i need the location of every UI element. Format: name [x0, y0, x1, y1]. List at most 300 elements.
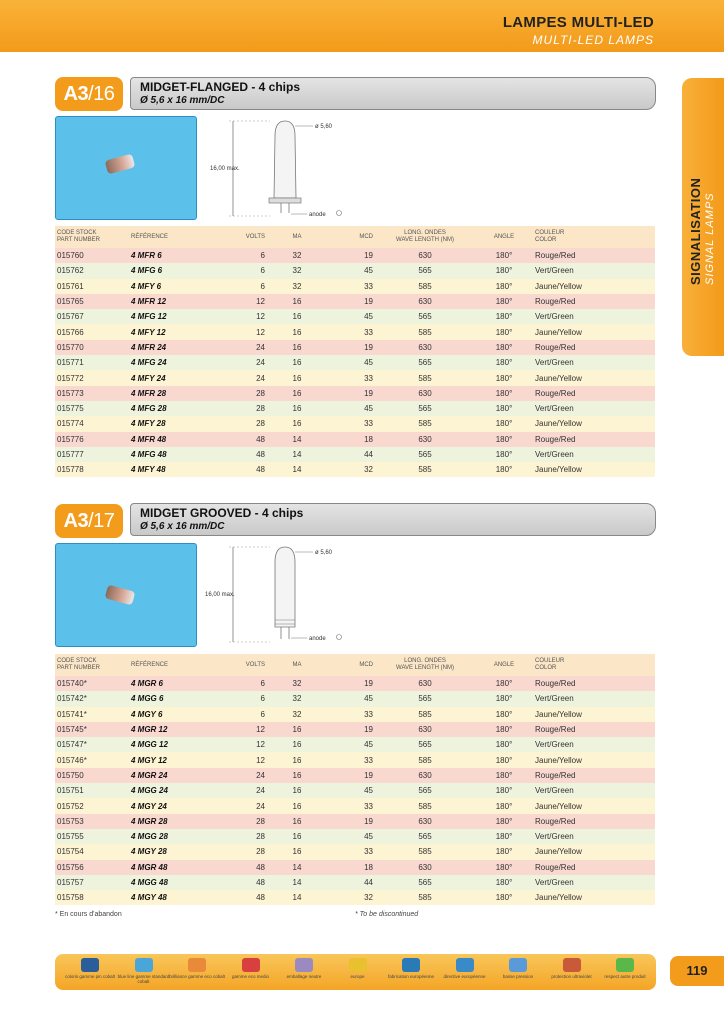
cell-ref: 4 MFG 24: [131, 358, 167, 368]
legend-icon: [81, 958, 99, 972]
cell-ref: 4 MGR 28: [131, 816, 168, 826]
cell-volts: 28: [256, 404, 265, 414]
table-row: [55, 263, 655, 278]
cell-angle: 180°: [495, 388, 513, 398]
cell-color: Jaune/Yellow: [535, 709, 582, 719]
cell-volts: 6: [260, 251, 265, 261]
cell-wavelength: 630: [418, 862, 432, 872]
cell-angle: 180°: [495, 327, 513, 337]
cell-wavelength: 565: [418, 878, 432, 887]
cell-code: 015761: [57, 281, 84, 291]
cell-mcd: 45: [364, 358, 373, 368]
cell-color: Rouge/Red: [535, 725, 576, 735]
col-header-code: CODE STOCK PART NUMBER: [57, 230, 101, 243]
cell-wavelength: 565: [418, 740, 432, 750]
cell-color: Jaune/Yellow: [535, 419, 582, 429]
legend-icon: [242, 958, 260, 972]
cell-wavelength: 565: [418, 832, 432, 842]
cell-mcd: 33: [364, 709, 373, 719]
cell-ma: 32: [292, 694, 302, 704]
cell-mcd: 18: [364, 434, 373, 444]
cell-ma: 16: [292, 312, 302, 322]
legend-label: blue line gamme standard cobalt: [117, 974, 170, 984]
product-table: [55, 654, 655, 905]
cell-wavelength: 630: [418, 251, 432, 261]
cell-wavelength: 585: [418, 893, 432, 903]
table-row: [55, 707, 655, 722]
cell-mcd: 19: [364, 251, 373, 261]
cell-color: Vert/Green: [535, 740, 574, 750]
cell-code: 015766: [57, 327, 84, 337]
table-row: [55, 386, 655, 401]
table-row: [55, 814, 655, 829]
cell-color: Rouge/Red: [535, 297, 576, 307]
cell-mcd: 45: [364, 786, 373, 796]
cell-ref: 4 MFY 6: [131, 281, 162, 291]
cell-wavelength: 585: [418, 755, 432, 765]
footnote-fr: * En cours d'abandon: [55, 911, 122, 918]
cell-ma: 14: [292, 434, 302, 444]
cell-color: Jaune/Yellow: [535, 281, 582, 291]
cell-ma: 32: [292, 251, 302, 261]
cell-mcd: 19: [364, 679, 373, 689]
cell-mcd: 45: [364, 832, 373, 842]
cell-ref: 4 MFG 12: [131, 312, 167, 322]
cell-color: Vert/Green: [535, 878, 574, 887]
cell-color: Vert/Green: [535, 266, 574, 276]
cell-volts: 12: [256, 740, 265, 750]
table-row: [55, 875, 655, 890]
cell-ref: 4 MGY 6: [131, 709, 163, 719]
cell-mcd: 33: [364, 373, 373, 383]
section-code-badge: A3/16: [55, 77, 123, 111]
legend-icon: [456, 958, 474, 972]
cell-volts: 6: [260, 281, 265, 291]
cell-color: Jaune/Yellow: [535, 465, 582, 475]
cell-code: 015774: [57, 419, 84, 429]
cell-code: 015772: [57, 373, 84, 383]
cell-volts: 12: [256, 755, 265, 765]
legend-label: respect autre produit: [604, 974, 646, 979]
footer-legend-bar: [55, 954, 656, 990]
cell-angle: 180°: [495, 251, 513, 261]
table-row: [55, 890, 655, 905]
table-row: [55, 829, 655, 844]
cell-ma: 32: [292, 679, 302, 689]
cell-angle: 180°: [495, 832, 513, 842]
cell-code: 015754: [57, 847, 84, 857]
cell-code: 015741*: [57, 709, 87, 719]
product-table: [55, 226, 655, 477]
cell-code: 015770: [57, 342, 84, 352]
cell-volts: 12: [256, 725, 265, 735]
cell-ma: 16: [292, 327, 302, 337]
cell-wavelength: 585: [418, 281, 432, 291]
cell-ma: 32: [292, 281, 302, 291]
col-header-angle: ANGLE: [493, 661, 515, 668]
cell-ref: 4 MGG 24: [131, 786, 168, 796]
cell-ref: 4 MGY 12: [131, 755, 167, 765]
cell-volts: 48: [256, 893, 265, 903]
cell-volts: 12: [256, 297, 265, 307]
cell-ma: 16: [292, 770, 302, 780]
section-title: MIDGET GROOVED - 4 chips: [140, 506, 304, 520]
cell-ma: 16: [292, 740, 302, 750]
cell-wavelength: 565: [418, 450, 432, 459]
table-row: [55, 447, 655, 462]
cell-mcd: 45: [364, 312, 373, 322]
cell-volts: 48: [256, 450, 265, 459]
drawing-length-label: 16,00 max.: [210, 166, 240, 172]
cell-ma: 14: [292, 465, 302, 475]
cell-ref: 4 MGY 48: [131, 893, 167, 903]
cell-wavelength: 630: [418, 679, 432, 689]
cell-ma: 16: [292, 297, 302, 307]
cell-mcd: 32: [364, 893, 373, 903]
cell-angle: 180°: [495, 404, 513, 414]
cell-color: Rouge/Red: [535, 679, 576, 689]
cell-color: Rouge/Red: [535, 770, 576, 780]
cell-ma: 14: [292, 878, 302, 887]
table-row: [55, 737, 655, 752]
cell-wavelength: 565: [418, 694, 432, 704]
cell-code: 015773: [57, 388, 84, 398]
cell-ma: 16: [292, 404, 302, 414]
cell-ma: 32: [292, 266, 302, 276]
col-header-ma: MA: [292, 661, 302, 668]
footer-legend-item: [222, 958, 280, 979]
cell-color: Jaune/Yellow: [535, 373, 582, 383]
cell-mcd: 44: [364, 450, 373, 459]
cell-volts: 6: [260, 266, 265, 276]
cell-angle: 180°: [495, 434, 513, 444]
cell-angle: 180°: [495, 342, 513, 352]
cell-angle: 180°: [495, 878, 513, 887]
cell-color: Vert/Green: [535, 832, 574, 842]
section-code-badge: A3/17: [55, 504, 123, 538]
legend-icon: [295, 958, 313, 972]
legend-label: europe: [350, 974, 365, 979]
cell-code: 015771: [57, 358, 84, 368]
lamp-photo-icon: [105, 154, 136, 175]
cell-ma: 16: [292, 755, 302, 765]
cell-mcd: 18: [364, 862, 373, 872]
table-row: [55, 722, 655, 737]
cell-mcd: 19: [364, 770, 373, 780]
cell-mcd: 19: [364, 725, 373, 735]
cell-volts: 6: [260, 679, 265, 689]
cell-wavelength: 630: [418, 434, 432, 444]
cell-mcd: 33: [364, 327, 373, 337]
product-photo: [55, 116, 197, 220]
cell-code: 015757: [57, 878, 84, 887]
footer-legend-item: [61, 958, 119, 979]
side-tab-title: SIGNALISATION: [688, 177, 703, 285]
col-header-volts: VOLTS: [245, 661, 265, 668]
table-header-row: [55, 654, 655, 676]
cell-ref: 4 MFG 28: [131, 404, 167, 414]
cell-color: Vert/Green: [535, 404, 574, 414]
cell-code: 015751: [57, 786, 84, 796]
table-row: [55, 294, 655, 309]
cell-wavelength: 565: [418, 312, 432, 322]
lamp-photo-icon: [105, 585, 136, 606]
cell-angle: 180°: [495, 786, 513, 796]
cell-mcd: 45: [364, 266, 373, 276]
cell-volts: 24: [256, 358, 265, 368]
footnote-en: * To be discontinued: [355, 911, 419, 918]
cell-color: Jaune/Yellow: [535, 893, 582, 903]
footer-legend-item: [168, 958, 226, 979]
cell-wavelength: 630: [418, 816, 432, 826]
cell-wavelength: 585: [418, 847, 432, 857]
cell-angle: 180°: [495, 801, 513, 811]
cell-ref: 4 MFY 48: [131, 465, 166, 475]
cell-code: 015740*: [57, 679, 87, 689]
cell-angle: 180°: [495, 297, 513, 307]
cell-volts: 24: [256, 801, 265, 811]
cell-ref: 4 MFY 24: [131, 373, 166, 383]
technical-drawing: [205, 116, 355, 222]
cell-mcd: 33: [364, 755, 373, 765]
cell-ma: 16: [292, 358, 302, 368]
cell-wavelength: 565: [418, 786, 432, 796]
col-header-volts: VOLTS: [245, 233, 265, 240]
cell-color: Jaune/Yellow: [535, 847, 582, 857]
table-row: [55, 844, 655, 859]
cell-code: 015777: [57, 450, 84, 459]
cell-ref: 4 MFY 28: [131, 419, 166, 429]
col-header-color: COULEUR COLOR: [535, 658, 565, 671]
cell-wavelength: 565: [418, 266, 432, 276]
footer-legend-item: [275, 958, 333, 979]
cell-angle: 180°: [495, 694, 513, 704]
cell-color: Vert/Green: [535, 312, 574, 322]
cell-ma: 16: [292, 725, 302, 735]
cell-mcd: 19: [364, 342, 373, 352]
cell-ref: 4 MGR 12: [131, 725, 168, 735]
legend-label: basse pression: [502, 974, 534, 979]
cell-ref: 4 MGR 24: [131, 770, 168, 780]
cell-code: 015775: [57, 404, 84, 414]
cell-ref: 4 MFG 6: [131, 266, 163, 276]
col-header-ref: RÉFÉRENCE: [131, 233, 169, 240]
cell-volts: 48: [256, 465, 265, 475]
page-title: LAMPES MULTI-LED: [502, 14, 654, 31]
section-title: MIDGET-FLANGED - 4 chips: [140, 80, 301, 94]
cell-ma: 14: [292, 893, 302, 903]
col-header-wavelength: LONG. ONDES WAVE LENGTH (NM): [396, 230, 454, 243]
cell-ma: 16: [292, 816, 302, 826]
cell-angle: 180°: [495, 419, 513, 429]
cell-volts: 48: [256, 862, 265, 872]
technical-drawing: [205, 542, 355, 648]
cell-angle: 180°: [495, 725, 513, 735]
col-header-angle: ANGLE: [493, 233, 515, 240]
col-header-ma: MA: [292, 233, 302, 240]
cell-wavelength: 585: [418, 373, 432, 383]
cell-color: Rouge/Red: [535, 434, 576, 444]
cell-volts: 48: [256, 434, 265, 444]
table-row: [55, 309, 655, 324]
cell-volts: 28: [256, 832, 265, 842]
cell-ref: 4 MGG 28: [131, 832, 168, 842]
table-row: [55, 860, 655, 875]
cell-volts: 6: [260, 709, 265, 719]
cell-wavelength: 565: [418, 404, 432, 414]
product-photo: [55, 543, 197, 647]
cell-mcd: 45: [364, 740, 373, 750]
legend-icon: [563, 958, 581, 972]
cell-angle: 180°: [495, 266, 513, 276]
col-header-mcd: MCD: [359, 233, 373, 240]
table-row: [55, 248, 655, 263]
cell-ref: 4 MGG 6: [131, 694, 164, 704]
cell-angle: 180°: [495, 450, 513, 459]
legend-icon: [509, 958, 527, 972]
cell-ma: 32: [292, 709, 302, 719]
cell-mcd: 33: [364, 847, 373, 857]
drawing-anode-label: anode: [309, 636, 326, 642]
cell-code: 015756: [57, 862, 84, 872]
cell-code: 015745*: [57, 725, 87, 735]
col-header-code: CODE STOCK PART NUMBER: [57, 658, 101, 671]
drawing-anode-label: anode: [309, 212, 326, 218]
cell-ma: 16: [292, 373, 302, 383]
cell-color: Rouge/Red: [535, 388, 576, 398]
cell-volts: 48: [256, 878, 265, 887]
cell-mcd: 19: [364, 816, 373, 826]
cell-ref: 4 MGR 48: [131, 862, 168, 872]
cell-ref: 4 MFR 48: [131, 434, 167, 444]
legend-icon: [188, 958, 206, 972]
cell-color: Vert/Green: [535, 358, 574, 368]
cell-wavelength: 585: [418, 465, 432, 475]
legend-label: brilliance gamme eco cobalt: [169, 974, 225, 979]
page-subtitle: MULTI-LED LAMPS: [532, 33, 654, 47]
cell-volts: 12: [256, 312, 265, 322]
cell-volts: 12: [256, 327, 265, 337]
table-row: [55, 752, 655, 767]
cell-wavelength: 630: [418, 297, 432, 307]
cell-color: Vert/Green: [535, 450, 574, 459]
cell-ref: 4 MFR 28: [131, 388, 167, 398]
cell-ma: 14: [292, 450, 302, 459]
cell-code: 015750: [57, 770, 84, 780]
cell-mcd: 19: [364, 388, 373, 398]
cell-ref: 4 MGY 28: [131, 847, 167, 857]
cell-angle: 180°: [495, 862, 513, 872]
cell-volts: 28: [256, 847, 265, 857]
footer-legend-item: [115, 958, 173, 984]
cell-ma: 14: [292, 862, 302, 872]
cell-volts: 28: [256, 419, 265, 429]
table-row: [55, 676, 655, 691]
legend-label: emballage neutre: [286, 974, 322, 979]
col-header-wavelength: LONG. ONDES WAVE LENGTH (NM): [396, 658, 454, 671]
drawing-length-label: 16,00 max.: [205, 592, 235, 598]
cell-color: Rouge/Red: [535, 342, 576, 352]
side-tab-subtitle: SIGNAL LAMPS: [704, 192, 716, 285]
table-row: [55, 401, 655, 416]
col-header-mcd: MCD: [359, 661, 373, 668]
cell-wavelength: 630: [418, 770, 432, 780]
cell-color: Rouge/Red: [535, 862, 576, 872]
cell-volts: 24: [256, 373, 265, 383]
legend-label: protection ultraviolet: [551, 974, 592, 979]
cell-angle: 180°: [495, 740, 513, 750]
footer-legend-item: [489, 958, 547, 979]
footer-legend-item: [436, 958, 494, 979]
cell-wavelength: 585: [418, 801, 432, 811]
table-row: [55, 783, 655, 798]
legend-icon: [616, 958, 634, 972]
cell-ref: 4 MFR 12: [131, 297, 167, 307]
cell-code: 015778: [57, 465, 84, 475]
table-row: [55, 462, 655, 477]
legend-icon: [349, 958, 367, 972]
table-row: [55, 279, 655, 294]
section-subtitle: Ø 5,6 x 16 mm/DC: [140, 521, 225, 532]
cell-angle: 180°: [495, 709, 513, 719]
cell-code: 015755: [57, 832, 84, 842]
footer-legend-item: [596, 958, 654, 979]
cell-color: Rouge/Red: [535, 251, 576, 261]
cell-code: 015765: [57, 297, 84, 307]
cell-angle: 180°: [495, 465, 513, 475]
cell-wavelength: 630: [418, 342, 432, 352]
cell-angle: 180°: [495, 847, 513, 857]
col-header-color: COULEUR COLOR: [535, 230, 565, 243]
cell-ref: 4 MGG 12: [131, 740, 168, 750]
cell-ma: 16: [292, 388, 302, 398]
cell-volts: 6: [260, 694, 265, 704]
cell-angle: 180°: [495, 893, 513, 903]
cell-ref: 4 MGG 48: [131, 878, 168, 887]
table-row: [55, 691, 655, 706]
table-row: [55, 432, 655, 447]
table-row: [55, 355, 655, 370]
cell-ma: 16: [292, 342, 302, 352]
cell-wavelength: 585: [418, 327, 432, 337]
cell-angle: 180°: [495, 679, 513, 689]
cell-angle: 180°: [495, 312, 513, 322]
cell-code: 015752: [57, 801, 84, 811]
col-header-ref: RÉFÉRENCE: [131, 661, 169, 668]
cell-angle: 180°: [495, 373, 513, 383]
cell-volts: 28: [256, 388, 265, 398]
cell-color: Vert/Green: [535, 694, 574, 704]
cell-volts: 24: [256, 342, 265, 352]
cell-angle: 180°: [495, 281, 513, 291]
cell-ref: 4 MGR 6: [131, 679, 164, 689]
cell-color: Jaune/Yellow: [535, 755, 582, 765]
legend-label: coloris gamme pin cobalt: [65, 974, 115, 979]
cell-code: 015742*: [57, 694, 87, 704]
cell-ref: 4 MFR 6: [131, 251, 162, 261]
legend-label: gamme eco medio: [231, 974, 270, 979]
cell-ma: 16: [292, 786, 302, 796]
table-row: [55, 798, 655, 813]
cell-ma: 16: [292, 419, 302, 429]
cell-mcd: 33: [364, 419, 373, 429]
cell-code: 015753: [57, 816, 84, 826]
legend-label: directive européenne: [443, 974, 486, 979]
page-number: 119: [670, 956, 724, 986]
footer-legend-item: [543, 958, 601, 979]
cell-wavelength: 565: [418, 358, 432, 368]
cell-angle: 180°: [495, 358, 513, 368]
